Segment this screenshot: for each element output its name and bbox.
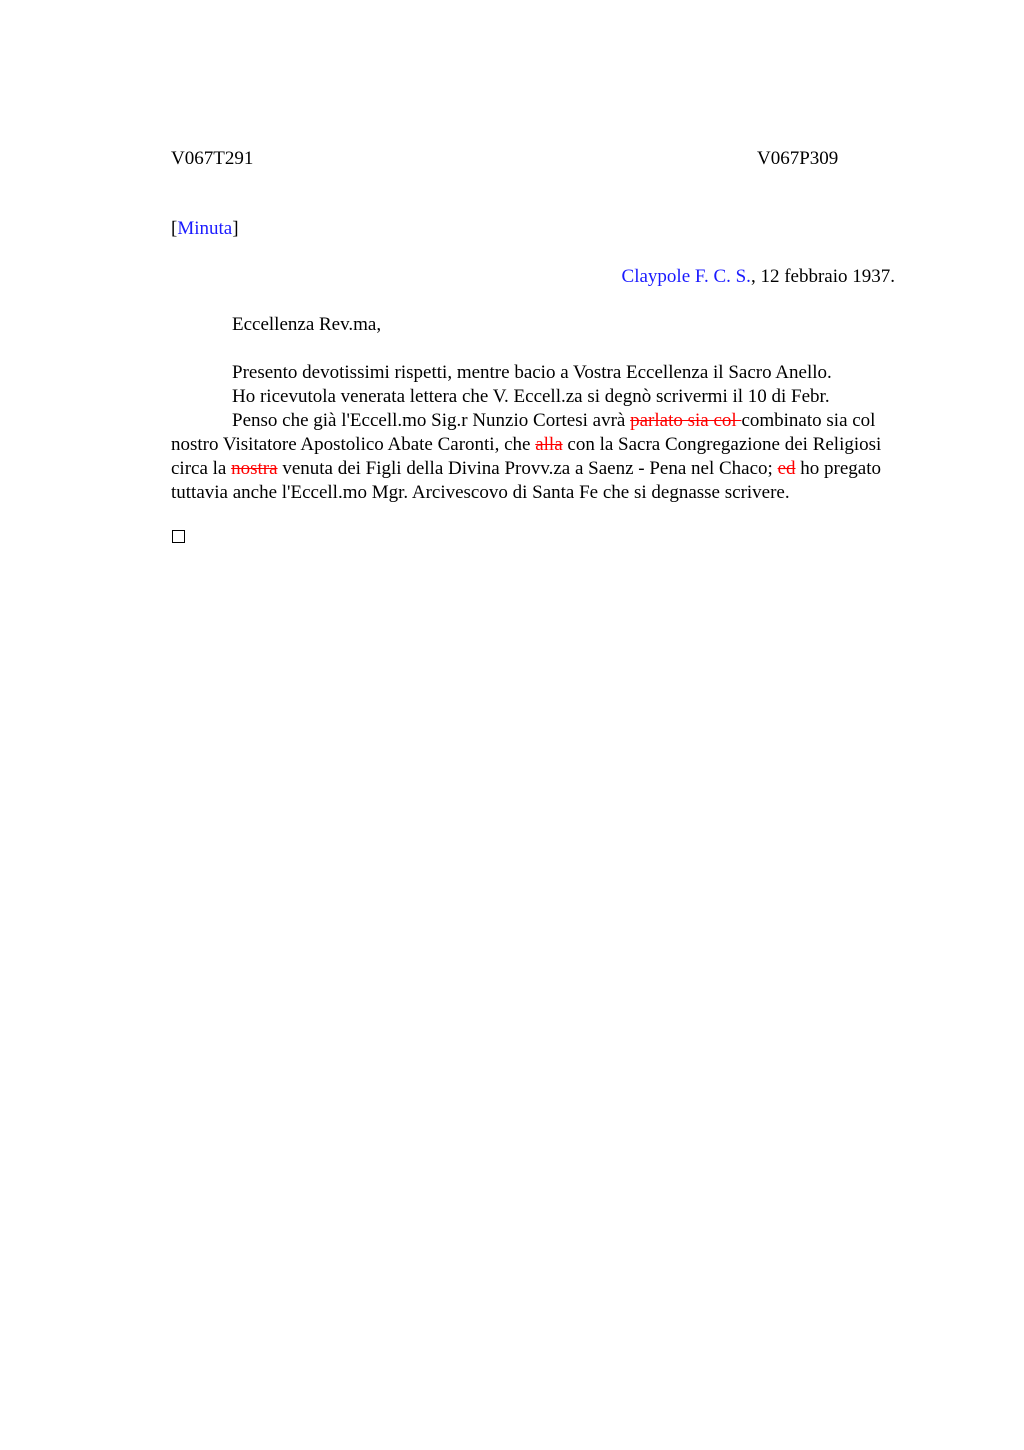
paragraph-1: Presento devotissimi rispetti, mentre bacio a Vostra Eccellenza il Sacro Anello. xyxy=(232,362,832,383)
salutation: Eccellenza Rev.ma, xyxy=(232,314,382,335)
deleted-text: parlato sia col xyxy=(630,410,742,431)
text-segment: ho pregato tuttavia anche l'Eccell.mo Mgr. Arcivescovo di Santa Fe che si degnasse scrivere. xyxy=(171,458,881,503)
dateline-date: , 12 febbraio 1937. xyxy=(750,266,895,287)
paragraph-3 xyxy=(171,409,911,505)
document-reference-left: V067T291 xyxy=(171,148,254,169)
dateline xyxy=(622,265,895,289)
text-segment: Penso che già l'Eccell.mo Sig.r Nunzio Cortesi avrà xyxy=(232,410,631,431)
dateline-place: Claypole F. C. S. xyxy=(621,266,751,287)
deleted-text: nostra xyxy=(231,458,278,479)
bracket-open: [ xyxy=(171,218,178,239)
letter-body xyxy=(171,361,911,505)
text-segment: venuta dei Figli della Divina Provv.za a Saenz - Pena nel Chaco; xyxy=(277,458,778,479)
text-segment: combinato sia col nostro Visitatore Apostolico Abate Caronti, che xyxy=(171,410,876,455)
draft-note xyxy=(171,217,239,241)
deleted-text: alla xyxy=(535,434,563,455)
draft-label: Minuta xyxy=(177,218,233,239)
text-segment: con la Sacra Congregazione dei Religiosi circa la xyxy=(171,434,882,479)
paragraph-2: Ho ricevutola venerata lettera che V. Eccell.za si degnò scrivermi il 10 di Febr. xyxy=(232,386,830,407)
deleted-text: ed xyxy=(777,458,796,479)
bracket-close: ] xyxy=(232,218,239,239)
end-marker-square-icon xyxy=(172,530,185,543)
document-reference-right: V067P309 xyxy=(757,148,839,169)
